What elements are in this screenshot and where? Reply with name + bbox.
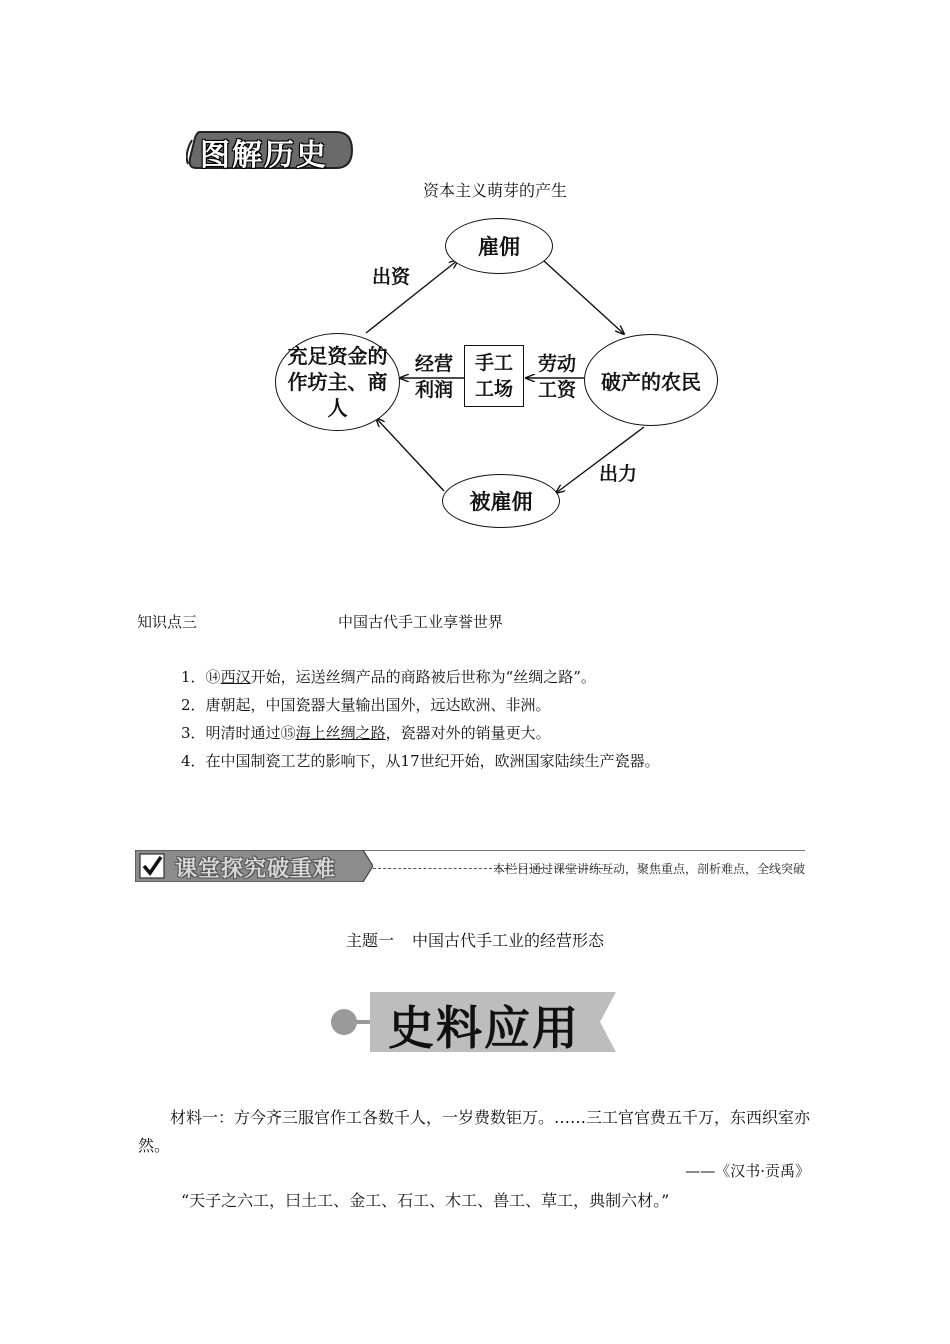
center-label: 手工工场 (474, 352, 513, 400)
node-workshop-owners: 充足资金的作坊主、商人 (275, 333, 400, 431)
node-handicraft-workshop (464, 345, 524, 407)
explore-note: 本栏目通过课堂讲练互动，聚焦重点，剖析难点，全线突破 (492, 862, 805, 876)
arrow-hire (544, 261, 624, 334)
explore-section-bar (135, 850, 805, 882)
list-item: 3．明清时通过⑮海上丝绸之路，瓷器对外的销量更大。 (181, 724, 551, 742)
list-item: 2．唐朝起，中国瓷器大量输出国外，远达欧洲、非洲。 (181, 696, 551, 714)
knowledge-title: 中国古代手工业享誉世界 (338, 613, 504, 631)
label-labor-wage: 劳动工资 (537, 353, 576, 401)
node-hire: 雇佣 (445, 218, 553, 274)
node-bankrupt-farmers: 破产的农民 (584, 334, 718, 426)
topic-title: 中国古代手工业的经营形态 (412, 931, 605, 950)
explore-title: 课堂探究破重难 (175, 857, 337, 882)
capitalism-sprout-diagram (272, 215, 722, 555)
arrow-hired (376, 418, 444, 491)
fill-blank: 西汉 (220, 668, 251, 686)
material-paragraph: 材料一：方今齐三服官作工各数千人，一岁费数钜万。……三工官官费五千万，东西织室亦然。 (138, 1108, 811, 1155)
material-quote: “天子之六工，曰土工、金工、石工、木工、兽工、草工，典制六材。” (181, 1191, 670, 1210)
topic-heading (0, 928, 950, 951)
material-source: ——《汉书·贡禹》 (685, 1162, 810, 1180)
section-banner-source-application (330, 990, 620, 1054)
topic-label: 主题一 (345, 931, 394, 950)
list-item: 1．⑭西汉开始，运送丝绸产品的商路被后世称为“丝绸之路”。 (181, 668, 596, 686)
fill-blank: 海上丝绸之路 (295, 724, 386, 742)
label-manage-profit: 经营利润 (414, 353, 453, 401)
material-text (138, 1104, 813, 1160)
label-labor-force: 出力 (599, 463, 638, 485)
knowledge-list (181, 663, 660, 775)
node-hired: 被雇佣 (442, 474, 560, 528)
label-invest: 出资 (372, 266, 411, 288)
source-banner-title: 史料应用 (388, 1001, 580, 1055)
banner-title: 图解历史 (200, 138, 328, 173)
section-banner-illustrated-history (186, 128, 354, 172)
diagram-title: 资本主义萌芽的产生 (422, 181, 567, 200)
list-item: 4．在中国制瓷工艺的影响下，从17世纪开始，欧洲国家陆续生产瓷器。 (181, 752, 660, 770)
knowledge-heading: 知识点三 (137, 613, 198, 631)
